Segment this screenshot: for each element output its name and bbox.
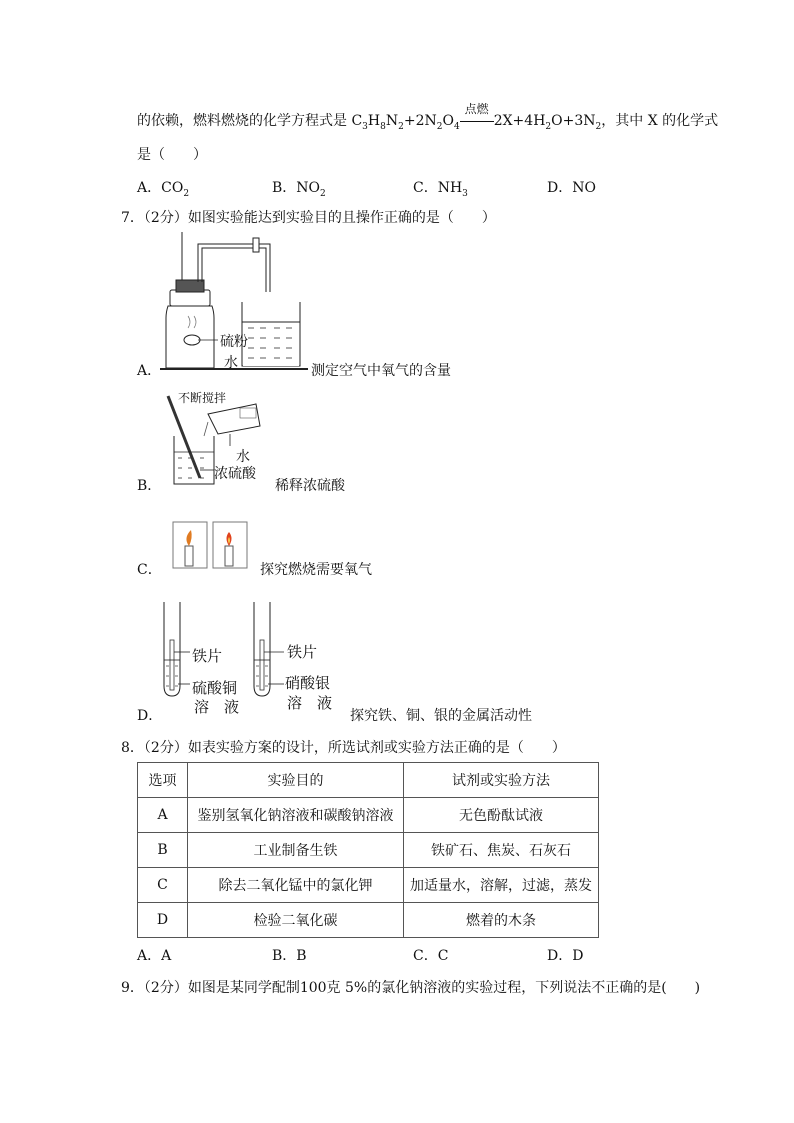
b-label-stir: 不断搅拌 [178,391,227,405]
d-tube2-bottom1: 硝酸银 [285,674,331,692]
table-header-cell: 选项 [138,763,188,798]
table-cell: 检验二氧化碳 [188,903,404,938]
q6-equation-line: 的依赖，燃料燃烧的化学方程式是 $C_3H_8N_2+2N_2O_4$ 点燃 $2X+4H_2O+3N_2$，其中 X 的化学式 [137,102,719,132]
a-label-water: 水 [224,355,238,371]
table-cell: 铁矿石、焦炭、石灰石 [404,833,599,868]
table-cell: 鉴别氢氧化钠溶液和碳酸钠溶液 [188,798,404,833]
table-cell: A [138,798,188,833]
table-cell: C [138,868,188,903]
table-cell: 加适量水，溶解，过滤，蒸发 [404,868,599,903]
q6-option-b[interactable]: B．$NO_2$ [272,180,326,199]
a-caption: 测定空气中氧气的含量 [311,363,451,379]
q8-option-d[interactable]: D．D [547,948,584,964]
table-row [138,903,599,938]
q7-stem: 7．（2分）如图实验能达到实验目的且操作正确的是（ ） [121,210,496,226]
table-cell: 燃着的木条 [404,903,599,938]
q6-option-c[interactable]: C．$NH_3$ [413,180,468,199]
c-caption: 探究燃烧需要氧气 [260,562,372,578]
a-label-sulfur: 硫粉 [220,334,248,350]
table-cell: 工业制备生铁 [188,833,404,868]
table-cell: 无色酚酞试液 [404,798,599,833]
table-row [138,868,599,903]
q7-option-c[interactable]: C． [137,562,162,578]
d-caption: 探究铁、铜、银的金属活动性 [350,708,532,724]
table-row [138,798,599,833]
table-header-cell: 试剂或实验方法 [404,763,599,798]
q7-option-d[interactable]: D． [137,708,163,724]
table-row [138,833,599,868]
q6-option-a[interactable]: A．$CO_2$ [137,180,190,199]
d-tube1-bottom2: 溶 液 [194,698,240,716]
d-tube2-bottom2: 溶 液 [287,694,333,712]
q8-table [137,762,599,938]
b-label-acid: 浓硫酸 [214,466,256,482]
table-cell: 除去二氧化锰中的氯化钾 [188,868,404,903]
q8-option-a[interactable]: A．A [137,948,172,964]
q6-stem-end: 是（ ） [137,147,207,163]
d-tube2-top: 铁片 [287,643,318,661]
q8-stem: 8．（2分）如表实验方案的设计，所选试剂或实验方法正确的是（ ） [121,740,566,756]
d-tube1-bottom1: 硫酸铜 [192,679,238,697]
q6-option-d[interactable]: D．NO [547,180,596,196]
q7-option-b[interactable]: B． [137,478,162,494]
reaction-condition: 点燃 [460,113,494,129]
q7-option-a[interactable]: A． [137,363,162,379]
b-caption: 稀释浓硫酸 [275,478,345,494]
d-tube1-top: 铁片 [192,647,223,665]
table-cell: B [138,833,188,868]
q9-stem: 9．（2分）如图是某同学配制100克 5%的氯化钠溶液的实验过程，下列说法不正确的是( ) [121,980,701,996]
table-cell: D [138,903,188,938]
q8-option-c[interactable]: C．C [413,948,449,964]
table-header-row [138,763,599,798]
q8-option-b[interactable]: B．B [272,948,307,964]
apparatus-a-figure [160,232,330,382]
b-label-water: 水 [236,449,250,465]
candles-c-figure [170,520,250,572]
table-header-cell: 实验目的 [188,763,404,798]
